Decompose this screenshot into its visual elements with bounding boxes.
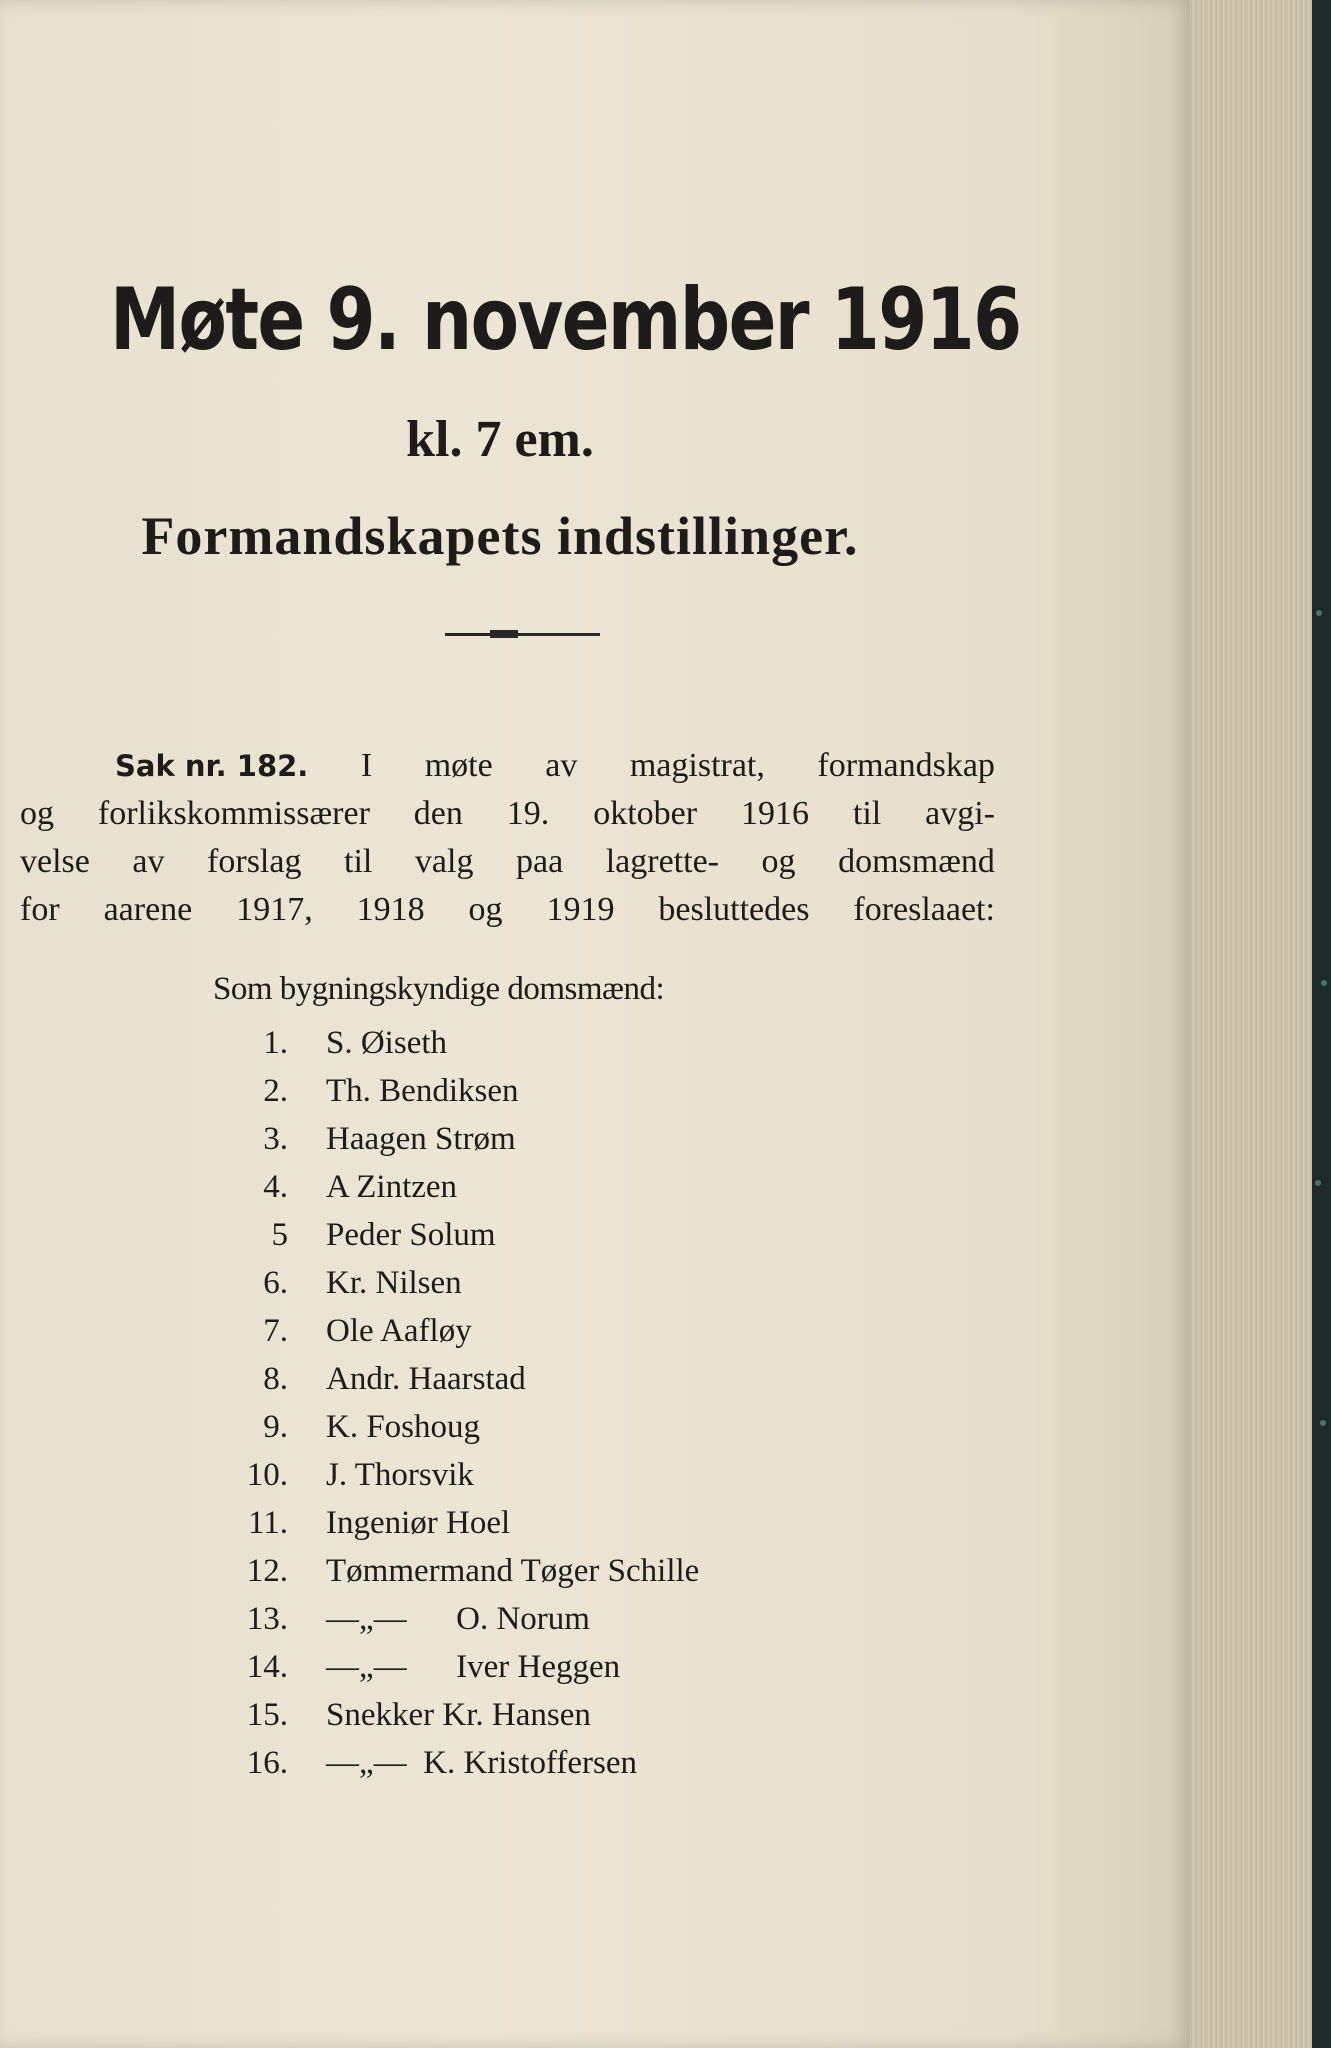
list-item: [0, 1217, 900, 1265]
paragraph-word: I: [360, 747, 373, 784]
item-name: —„— Iver Heggen: [326, 1649, 621, 1685]
paragraph-line: [20, 742, 995, 790]
item-name: Andr. Haarstad: [326, 1361, 526, 1397]
nominee-list: [0, 1025, 900, 1793]
item-number: 9.: [263, 1409, 288, 1445]
item-name: K. Foshoug: [326, 1409, 481, 1445]
paragraph-word: og: [761, 843, 796, 880]
paragraph-word: til: [344, 843, 373, 880]
paragraph-word: av: [545, 747, 578, 784]
case-paragraph: [20, 742, 995, 934]
paragraph-word: besluttedes: [658, 891, 810, 928]
item-number: 3.: [263, 1121, 288, 1157]
paragraph-word: til: [852, 795, 882, 832]
item-number: 1.: [263, 1025, 288, 1061]
section-subtitle: Formandskapets indstillinger.: [141, 506, 859, 566]
book-cover: [1312, 0, 1331, 2048]
list-item: [0, 1025, 900, 1073]
paragraph-word: forlikskommissærer: [97, 795, 370, 832]
item-number: 13.: [246, 1601, 288, 1637]
paragraph-line: [20, 838, 995, 886]
list-item: [0, 1553, 900, 1601]
list-item: [0, 1697, 900, 1745]
item-number: 14.: [246, 1649, 288, 1685]
paragraph-word: 1918: [356, 891, 425, 928]
paragraph-line: [20, 790, 995, 838]
item-name: —„— O. Norum: [326, 1601, 590, 1637]
page-edges: [1190, 0, 1331, 2048]
list-item: [0, 1265, 900, 1313]
paragraph-word: av: [132, 843, 165, 880]
list-item: [0, 1073, 900, 1121]
list-item: [0, 1649, 900, 1697]
item-number: 16.: [246, 1745, 288, 1781]
item-number: 4.: [263, 1169, 288, 1205]
paragraph-word: foreslaaet:: [853, 891, 995, 928]
paragraph-word: møte: [424, 747, 493, 784]
item-name: Ole Aafløy: [326, 1313, 472, 1349]
item-number: 12.: [246, 1553, 288, 1589]
item-number: 2.: [263, 1073, 288, 1109]
item-number: 8.: [263, 1361, 288, 1397]
list-item: [0, 1169, 900, 1217]
case-number: Sak nr. 182.: [115, 749, 309, 783]
page-title: Møte 9. november 1916: [110, 270, 1021, 370]
paragraph-word: lagrette-: [605, 843, 719, 880]
paragraph-word: avgi-: [925, 795, 995, 832]
paragraph-line: [20, 886, 995, 934]
item-number: 7.: [263, 1313, 288, 1349]
paragraph-word: velse: [20, 843, 90, 880]
paragraph-word: aarene: [103, 891, 193, 928]
paragraph-word: paa: [516, 843, 564, 880]
paragraph-word: valg: [414, 843, 474, 880]
item-number: 11.: [247, 1505, 288, 1541]
paragraph-word: magistrat,: [629, 747, 765, 784]
paragraph-word: oktober: [593, 795, 698, 832]
item-name: —„— K. Kristoffersen: [326, 1745, 637, 1781]
paragraph-word: og: [468, 891, 503, 928]
list-item: [0, 1121, 900, 1169]
ornamental-rule: [445, 633, 600, 636]
item-number: 6.: [263, 1265, 288, 1301]
list-item: [0, 1457, 900, 1505]
item-name: Th. Bendiksen: [326, 1073, 519, 1109]
paragraph-word: for: [20, 891, 60, 928]
item-name: Snekker Kr. Hansen: [326, 1697, 591, 1733]
item-number: 5: [271, 1217, 288, 1253]
paragraph-word: den: [413, 795, 463, 832]
item-name: Kr. Nilsen: [326, 1265, 462, 1301]
paragraph-word: 1919: [546, 891, 615, 928]
paragraph-word: og: [20, 795, 54, 832]
list-item: [0, 1745, 900, 1793]
item-name: J. Thorsvik: [326, 1457, 474, 1493]
item-name: A Zintzen: [326, 1169, 458, 1205]
item-name: Ingeniør Hoel: [326, 1505, 511, 1541]
item-name: Peder Solum: [326, 1217, 496, 1253]
list-item: [0, 1361, 900, 1409]
list-item: [0, 1313, 900, 1361]
paragraph-word: formandskap: [817, 747, 995, 784]
item-number: 10.: [246, 1457, 288, 1493]
paragraph-word: forslag: [207, 843, 302, 880]
paragraph-word: 19.: [506, 795, 550, 832]
meeting-time: kl. 7 em.: [406, 411, 594, 468]
paragraph-word: domsmænd: [838, 843, 995, 880]
item-name: Haagen Strøm: [326, 1121, 516, 1157]
item-name: S. Øiseth: [326, 1025, 448, 1061]
list-heading: Som bygningskyndige domsmænd:: [213, 971, 665, 1007]
list-item: [0, 1601, 900, 1649]
item-number: 15.: [246, 1697, 288, 1733]
list-item: [0, 1505, 900, 1553]
paragraph-word: 1916: [740, 795, 809, 832]
list-item: [0, 1409, 900, 1457]
item-name: Tømmermand Tøger Schille: [326, 1553, 700, 1589]
paragraph-word: 1917,: [236, 891, 313, 928]
